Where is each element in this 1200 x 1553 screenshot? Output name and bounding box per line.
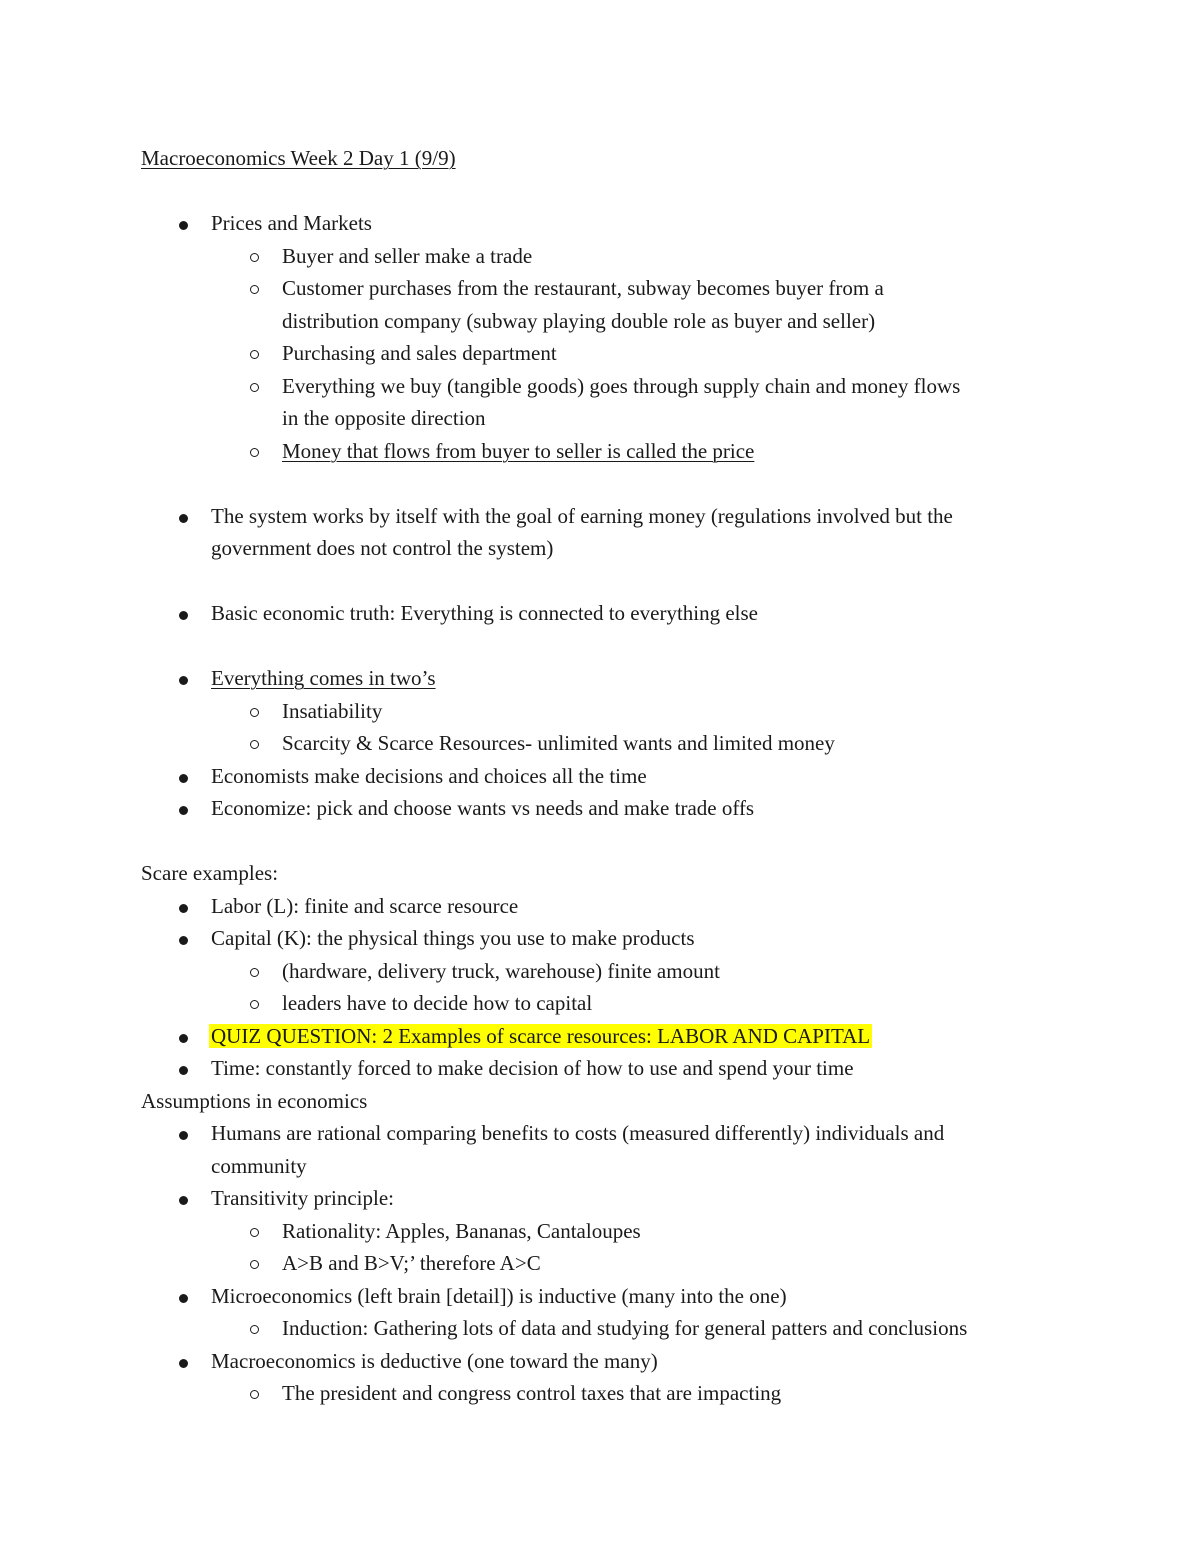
filled-circle-bullet-icon	[179, 1034, 188, 1043]
filled-circle-bullet-icon	[179, 514, 188, 523]
filled-circle-bullet-icon	[179, 904, 188, 913]
filled-circle-bullet-icon	[179, 1196, 188, 1205]
bullet-item: Capital (K): the physical things you use to make products	[141, 922, 1081, 955]
sub-bullet-item: Buyer and seller make a trade	[141, 240, 1081, 273]
filled-circle-bullet-icon	[179, 936, 188, 945]
filled-circle-bullet-icon	[179, 611, 188, 620]
section-heading-scarce: Scare examples:	[141, 861, 279, 885]
bullet-item: Economize: pick and choose wants vs needs and make trade offs	[141, 792, 1081, 825]
bullet-item: Humans are rational comparing benefits to costs (measured differently) individuals and	[141, 1117, 1081, 1150]
bullet-item: Everything comes in two’s	[141, 662, 1081, 695]
sub-bullet-continuation: distribution company (subway playing double role as buyer and seller)	[282, 308, 876, 333]
section-heading-assumptions: Assumptions in economics	[141, 1088, 368, 1113]
bullet-item: Microeconomics (left brain [detail]) is inductive (many into the one)	[141, 1280, 1081, 1313]
sub-bullet-item: leaders have to decide how to capital	[141, 987, 1081, 1020]
spacer	[141, 175, 1081, 208]
hollow-circle-bullet-icon	[250, 968, 259, 977]
bullet-item: Time: constantly forced to make decision of how to use and spend your time	[141, 1052, 1081, 1085]
filled-circle-bullet-icon	[179, 1066, 188, 1075]
hollow-circle-bullet-icon	[250, 383, 259, 392]
sub-bullet-item: The president and congress control taxes that are impacting	[141, 1377, 1081, 1410]
bullet-item: Prices and Markets	[141, 207, 1081, 240]
sub-bullet-item: Money that flows from buyer to seller is called the price	[141, 435, 1081, 468]
sub-bullet-item: Insatiability	[141, 695, 1081, 728]
hollow-circle-bullet-icon	[250, 285, 259, 294]
hollow-circle-bullet-icon	[250, 1260, 259, 1269]
bullet-item: Basic economic truth: Everything is connected to everything else	[141, 597, 1081, 630]
sub-bullet-item: Everything we buy (tangible goods) goes through supply chain and money flows	[141, 370, 1081, 403]
bullet-item: Labor (L): finite and scarce resource	[141, 890, 1081, 923]
bullet-continuation: government does not control the system)	[211, 536, 554, 560]
bullet-continuation: community	[211, 1153, 307, 1178]
sub-bullet-item: Purchasing and sales department	[141, 337, 1081, 370]
quiz-question-highlight: QUIZ QUESTION: 2 Examples of scarce resources: LABOR AND CAPITAL	[211, 1023, 871, 1048]
filled-circle-bullet-icon	[179, 1359, 188, 1368]
filled-circle-bullet-icon	[179, 1294, 188, 1303]
hollow-circle-bullet-icon	[250, 740, 259, 749]
bullet-item: The system works by itself with the goal of earning money (regulations involved but the	[141, 500, 1081, 533]
sub-bullet-continuation: in the opposite direction	[282, 406, 486, 430]
bullet-item: Macroeconomics is deductive (one toward the many)	[141, 1345, 1081, 1378]
sub-bullet-item: A>B and B>V;’ therefore A>C	[141, 1247, 1081, 1280]
filled-circle-bullet-icon	[179, 676, 188, 685]
filled-circle-bullet-icon	[179, 221, 188, 230]
spacer	[141, 630, 1081, 663]
hollow-circle-bullet-icon	[250, 1325, 259, 1334]
hollow-circle-bullet-icon	[250, 448, 259, 457]
document-title: Macroeconomics Week 2 Day 1 (9/9)	[141, 146, 456, 170]
sub-bullet-item: Scarcity & Scarce Resources- unlimited wants and limited money	[141, 727, 1081, 760]
bullet-item: Transitivity principle:	[141, 1182, 1081, 1215]
hollow-circle-bullet-icon	[250, 1228, 259, 1237]
filled-circle-bullet-icon	[179, 806, 188, 815]
bullet-item: Economists make decisions and choices all the time	[141, 760, 1081, 793]
hollow-circle-bullet-icon	[250, 253, 259, 262]
hollow-circle-bullet-icon	[250, 1390, 259, 1399]
spacer	[141, 467, 1081, 500]
hollow-circle-bullet-icon	[250, 1000, 259, 1009]
spacer	[141, 565, 1081, 598]
filled-circle-bullet-icon	[179, 774, 188, 783]
highlighted-bullet-item	[141, 1020, 1081, 1053]
filled-circle-bullet-icon	[179, 1131, 188, 1140]
document-body	[141, 142, 1081, 1410]
hollow-circle-bullet-icon	[250, 350, 259, 359]
sub-bullet-item: (hardware, delivery truck, warehouse) finite amount	[141, 955, 1081, 988]
sub-bullet-item: Rationality: Apples, Bananas, Cantaloupes	[141, 1215, 1081, 1248]
sub-bullet-item: Customer purchases from the restaurant, subway becomes buyer from a	[141, 272, 1081, 305]
spacer	[141, 825, 1081, 858]
sub-bullet-item: Induction: Gathering lots of data and studying for general patters and conclusions	[141, 1312, 1081, 1345]
hollow-circle-bullet-icon	[250, 708, 259, 717]
